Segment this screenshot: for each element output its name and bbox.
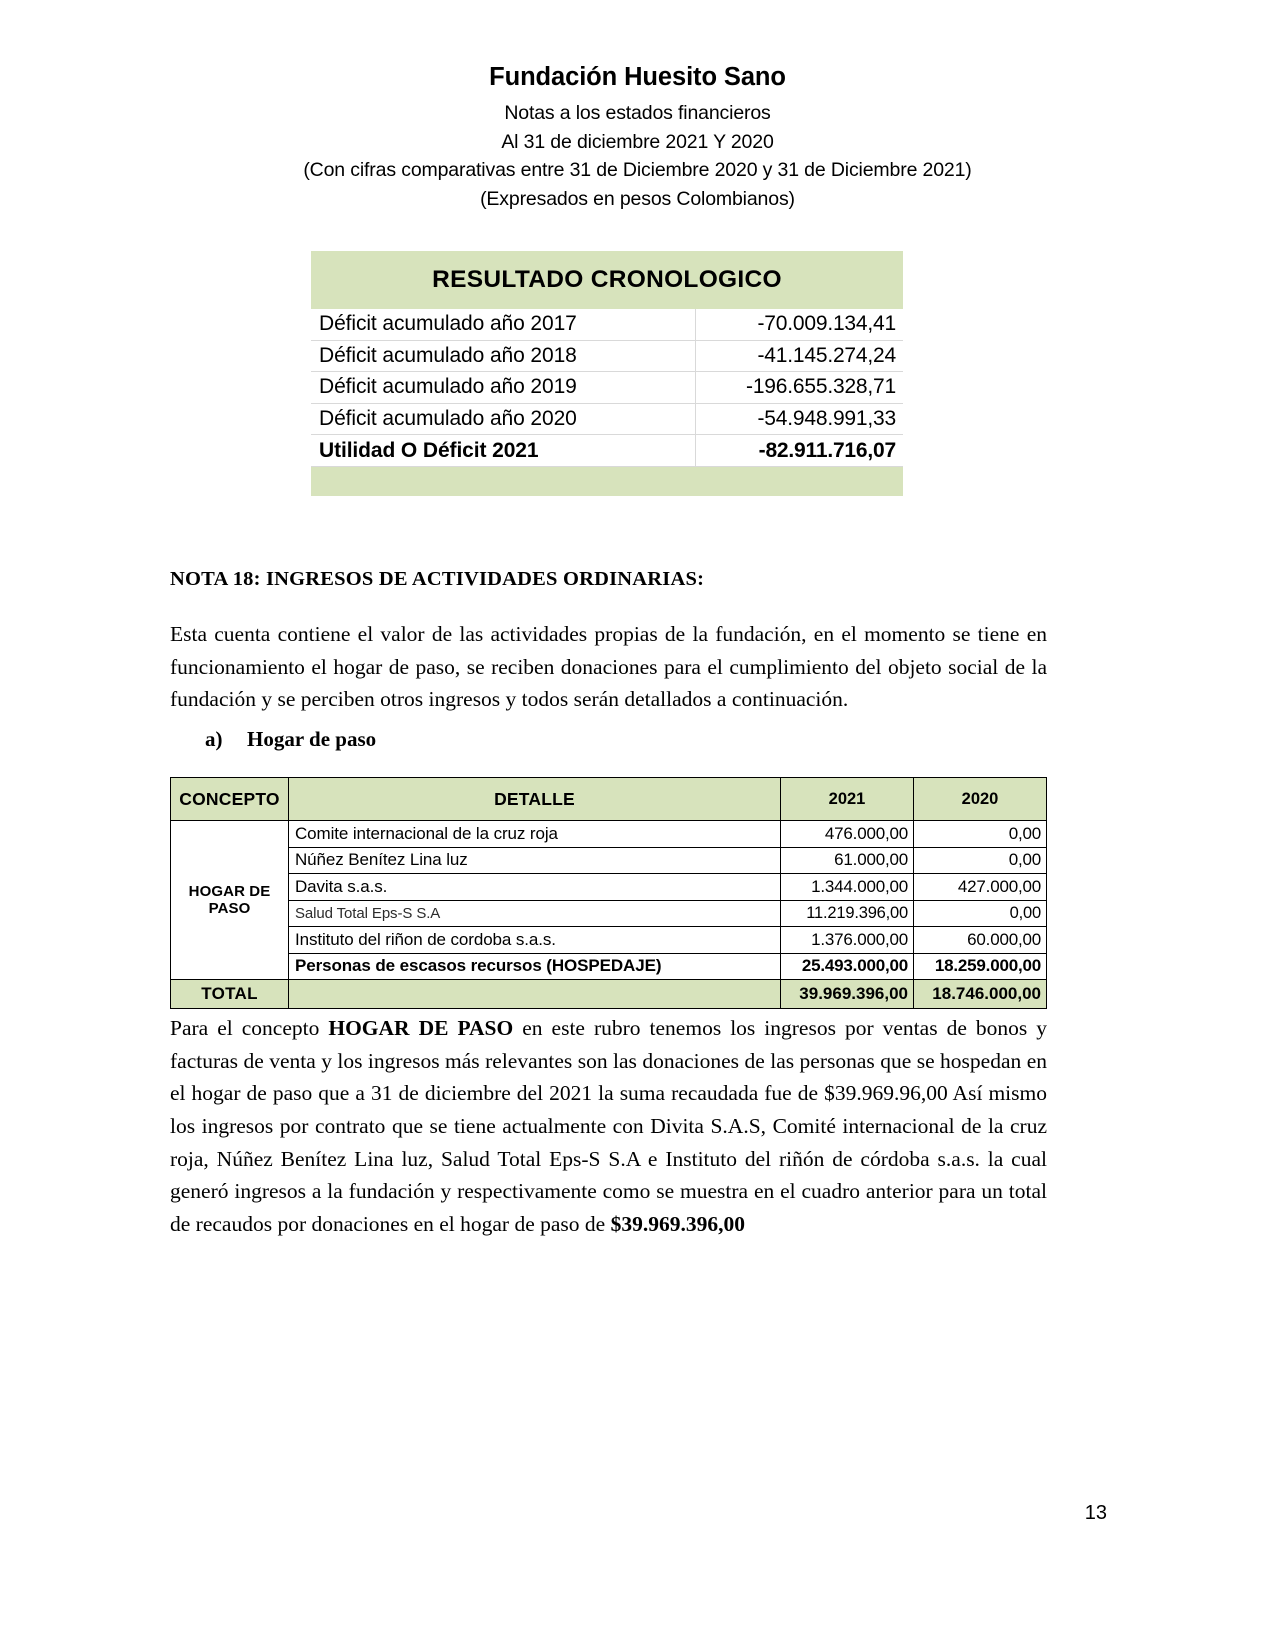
row-value: -82.911.716,07	[695, 435, 903, 467]
header-subtitle-line-1: Notas a los estados financieros	[504, 101, 771, 124]
list-item-label: Hogar de paso	[247, 727, 377, 751]
list-item-marker: a)	[205, 727, 223, 751]
resultado-cronologico-table-wrapper	[311, 251, 903, 496]
column-header-concepto: CONCEPTO	[171, 778, 289, 821]
row-label: Utilidad O Déficit 2021	[311, 435, 695, 467]
row-detalle: Comite internacional de la cruz roja	[289, 821, 781, 848]
row-detalle: Personas de escasos recursos (HOSPEDAJE)	[289, 953, 781, 980]
table-row	[311, 309, 903, 340]
row-value-2021: 1.344.000,00	[781, 874, 914, 901]
row-label: Déficit acumulado año 2017	[311, 309, 695, 340]
hogar-de-paso-table-wrapper	[170, 777, 1046, 1009]
closing-paragraph	[170, 1012, 1047, 1241]
row-label: Déficit acumulado año 2018	[311, 340, 695, 372]
table-footer-spacer	[311, 466, 903, 496]
table-row	[311, 340, 903, 372]
row-value-2021: 25.493.000,00	[781, 953, 914, 980]
table-row	[171, 927, 1047, 954]
row-detalle: Instituto del riñon de cordoba s.a.s.	[289, 927, 781, 954]
list-item	[205, 727, 376, 752]
row-label: Déficit acumulado año 2019	[311, 372, 695, 404]
table-row	[171, 953, 1047, 980]
table-header-row	[171, 778, 1047, 821]
column-header-2020: 2020	[914, 778, 1047, 821]
header-subtitle-line-2: Al 31 de diciembre 2021 Y 2020	[501, 130, 774, 153]
row-value-2021: 1.376.000,00	[781, 927, 914, 954]
footer-cell-left	[311, 466, 695, 496]
hogar-de-paso-table	[170, 777, 1047, 1009]
row-value-2020: 18.259.000,00	[914, 953, 1047, 980]
row-value: -70.009.134,41	[695, 309, 903, 340]
total-label: TOTAL	[171, 980, 289, 1009]
row-value-2020: 0,00	[914, 900, 1047, 927]
row-value: -54.948.991,33	[695, 403, 903, 435]
row-value-2020: 0,00	[914, 847, 1047, 874]
closing-text-part-2: en este rubro tenemos los ingresos por ventas de bonos y facturas de venta y los ingresos más relevantes son las donaciones de las personas que se hospedan en el hogar de paso que a 31 de diciembre del 2021 la suma recaudada fue de $39.969.96,00 Así mismo los ingresos por contrato que se tiene actualmente con Divita S.A.S, Comité internacional de la cruz roja, Núñez Benítez Lina luz, Salud Total Eps-S S.A e Instituto del riñón de córdoba s.a.s. la cual generó ingresos a la fundación y respectivamente como se muestra en el cuadro anterior para un total de recaudos por donaciones en el hogar de paso de	[170, 1016, 1047, 1237]
page-number: 13	[1084, 1502, 1107, 1524]
table-row	[171, 874, 1047, 901]
row-value-2020: 0,00	[914, 821, 1047, 848]
row-value-2021: 61.000,00	[781, 847, 914, 874]
row-value-2021: 476.000,00	[781, 821, 914, 848]
header-subtitle-line-4: (Expresados en pesos Colombianos)	[480, 187, 795, 210]
row-value-2020: 427.000,00	[914, 874, 1047, 901]
row-value: -196.655.328,71	[695, 372, 903, 404]
closing-bold-total: $39.969.396,00	[610, 1212, 745, 1237]
table-row	[311, 372, 903, 404]
concepto-group-cell: HOGAR DE PASO	[171, 821, 289, 980]
row-value: -41.145.274,24	[695, 340, 903, 372]
resultado-cronologico-title: RESULTADO CRONOLOGICO	[311, 251, 903, 309]
header-subtitle-line-3: (Con cifras comparativas entre 31 de Diciembre 2020 y 31 de Diciembre 2021)	[303, 159, 972, 182]
closing-bold-hogar-de-paso: HOGAR DE PASO	[328, 1016, 514, 1040]
closing-text-part-1: Para el concepto	[170, 1016, 329, 1040]
row-detalle: Davita s.a.s.	[289, 874, 781, 901]
note-18-heading: NOTA 18: INGRESOS DE ACTIVIDADES ORDINARIAS:	[170, 568, 705, 590]
organization-title: Fundación Huesito Sano	[489, 63, 786, 91]
row-label: Déficit acumulado año 2020	[311, 403, 695, 435]
document-header	[0, 0, 1275, 214]
row-detalle: Salud Total Eps-S S.A	[289, 900, 781, 927]
table-row	[171, 900, 1047, 927]
row-value-2021: 11.219.396,00	[781, 900, 914, 927]
total-value-2021: 39.969.396,00	[781, 980, 914, 1009]
table-row	[311, 403, 903, 435]
column-header-detalle: DETALLE	[289, 778, 781, 821]
row-detalle: Núñez Benítez Lina luz	[289, 847, 781, 874]
table-total-row	[171, 980, 1047, 1009]
footer-cell-right	[695, 466, 903, 496]
table-row	[171, 847, 1047, 874]
note-18-intro-paragraph: Esta cuenta contiene el valor de las actividades propias de la fundación, en el momento se tiene en funcionamiento el hogar de paso, se reciben donaciones para el cumplimiento del objeto social de la fundación y se perciben otros ingresos y todos serán detallados a continuación.	[170, 622, 1047, 712]
total-value-2020: 18.746.000,00	[914, 980, 1047, 1009]
table-row	[171, 821, 1047, 848]
resultado-cronologico-table	[311, 251, 903, 496]
table-row-total	[311, 435, 903, 467]
row-value-2020: 60.000,00	[914, 927, 1047, 954]
column-header-2021: 2021	[781, 778, 914, 821]
total-detalle-empty	[289, 980, 781, 1009]
table-header-row	[311, 251, 903, 309]
